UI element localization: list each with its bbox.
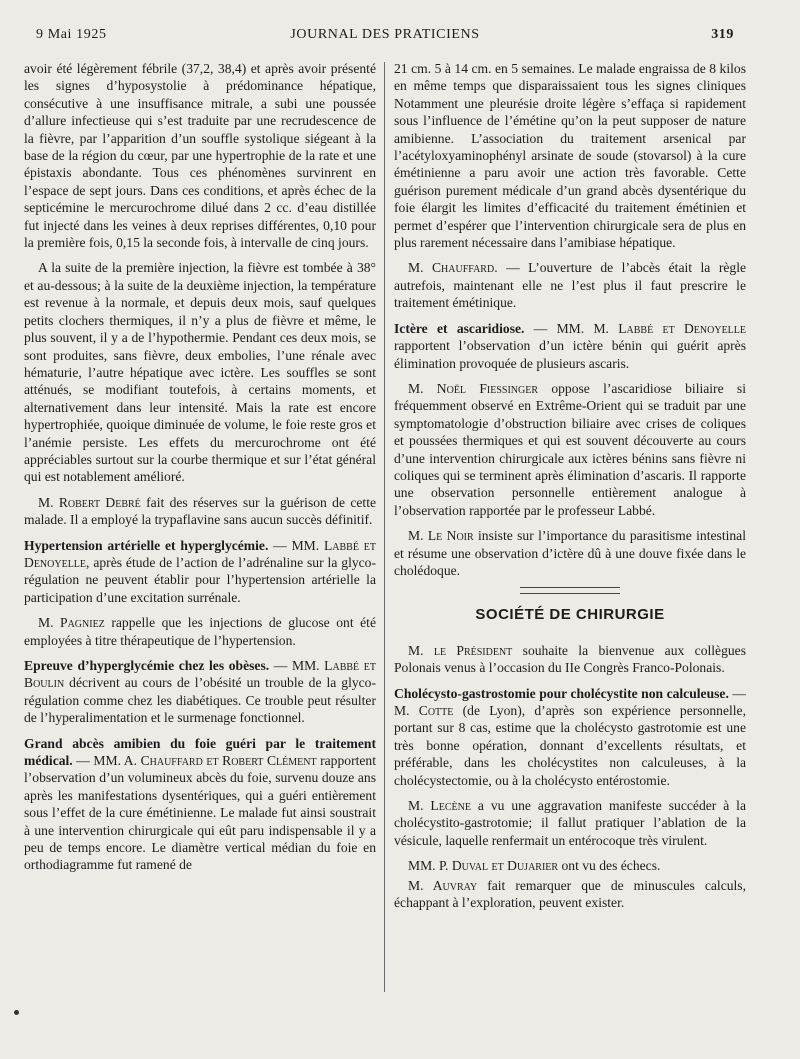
paragraph-text: souhaite la bienvenue aux collègues Polonais venus à l’occasion du IIe Congrès Franco-Polonais.	[394, 642, 746, 676]
text-fragment: — MM. M.	[524, 320, 619, 336]
paragraph	[394, 527, 746, 579]
author-name: M. Le Noir	[408, 528, 474, 544]
section-title: Ictère et ascaridiose.	[394, 320, 525, 336]
section-ictere	[394, 320, 746, 372]
section-title: Grand abcès amibien du foie guéri par le traitement médical.	[24, 735, 376, 769]
author-name: M. Chauffard.	[408, 260, 498, 276]
paragraph-text: rappelle que les injections de glucose ont été employées à titre thérapeutique de l’hypertension.	[24, 615, 376, 648]
paragraph	[394, 797, 746, 849]
section-hypertension	[24, 537, 376, 607]
section-title: Hypertension artérielle et hyperglycémie.	[24, 537, 269, 553]
paragraph	[394, 259, 746, 311]
author-name: Labbé et Boulin	[24, 658, 376, 691]
author-name: M. Auvray	[408, 877, 478, 893]
text-fragment: — M.	[394, 685, 746, 718]
paragraph-text: rapportent l’observation d’un volumineux abcès du foie, survenu douze ans après les manifestations dysentériques, qui a guéri entièrement sous l’effet de la cure émétinienne. Le malade fut ainsi soustrait à une intervention chirurgicale qui eût paru indispensable il y a peu de temps encore. Le diamètre vertical médian du foie en orthodiagramme fut ramené de	[24, 753, 376, 873]
header-page-number: 319	[711, 27, 734, 42]
paragraph	[394, 877, 746, 912]
section-title: Epreuve d’hyperglycémie chez les obèses.	[24, 658, 270, 673]
paragraph: 21 cm. 5 à 14 cm. en 5 semaines. Le malade engraissa de 8 kilos en même temps que disparaissaient tous les signes cliniques Notamment une pleurésie droite légère s’effaça si rapidement sous l’influence de l’émétine qu’on la peut supposer de nature amibienne. L’association du traitement arsenical par l’acétyloxyaminophényl arsinate de soude (stovarsol) à la cure émétinienne a paru avoir une action très favorable. Cette guérison purement médicale d’un grand abcès dysentérique du foie élargit les limites d’efficacité du traitement émétinien et permet d’espérer que l’intervention chirurgicale sera de plus en plus rarement nécessaire dans l’amibiase hépatique.	[394, 61, 746, 251]
paragraph-text: rapportent l’observation d’un ictère bénin qui guérit après élimination provoquée de plusieurs ascaris.	[394, 338, 746, 371]
paragraph-text: décrivent au cours de l’obésité un trouble de la glyco-régulation comme chez les diabétiques. Ce trouble peut résulter de l’hyperalimentation et le surmenage fonctionnel.	[24, 675, 376, 726]
paragraph-text: insiste sur l’importance du parasitisme intestinal et résume une observation d’ictère dû à une douve fixée dans le cholédoque.	[394, 528, 746, 578]
author-name: M. Pagniez	[38, 615, 105, 631]
paragraph	[394, 857, 746, 874]
left-column	[24, 60, 376, 882]
column-divider	[384, 62, 385, 992]
paragraph	[24, 614, 376, 649]
section-epreuve	[24, 657, 376, 727]
text-fragment: — MM.	[269, 658, 325, 673]
paragraph-text: — L’ouverture de l’abcès était la règle autrefois, maintenant elle ne l’est plus il faut prescrire le traitement émétinique.	[394, 260, 746, 311]
author-name: Labbé et Denoyelle	[24, 537, 376, 570]
author-name: Cotte	[418, 703, 454, 718]
ink-dot	[14, 1010, 19, 1015]
paragraph	[394, 642, 746, 677]
section-title: Cholécysto-gastrostomie pour cholécystite non calculeuse.	[394, 685, 729, 701]
section-rule	[520, 587, 620, 594]
paragraph: A la suite de la première injection, la fièvre est tombée à 38° et au-dessous; à la suite de la deuxième injection, la température est revenue à la normale, et depuis deux mois, sauf quelques petits clochers thermiques, il n’y a plus de fièvre et même, le plus souvent, il y a de l’hypothermie. Pendant ces deux mois, se sont produites, sans fièvre, deux embolies, l’une rénale avec hématurie, l’autre hépatique avec ictère. Les souffles se sont atténués, se modifiant toutefois, à certains moments, et alternativement dans leur intensité. Mais la rate est encore hypertrophiée, quoique diminuée de volume, le foie reste gros et l’anémie persiste. Les effets du mercurochrome ont été appréciables surtout sur la courbe thermique et sur l’état général qui est notablement amélioré.	[24, 260, 376, 485]
author-name: M. Noël Fiessinger	[408, 380, 539, 396]
paragraph: avoir été légèrement fébrile (37,2, 38,4) et après avoir présenté les signes d’hyposystolie à prédominance hépatique, consécutive à une insuffisance mitrale, a subi une poussée d’allure infectieuse qui s’est traduite par une recrudescence de la fièvre, par l’apparition d’un souffle systolique siégeant à la base de la région du cœur, par une hypertrophie de la rate et une épistaxis abondante. Tous ces phénomènes survinrent en l’espace de sept jours. Dans ces conditions, et après échec de la septicémine le mercurochrome dilué dans 2 cc. d’eau distillée fut injecté dans les veines à deux reprises différentes, 0,10 pour la première fois, 0,15 la seconde fois, à intervalle de cinq jours.	[24, 61, 376, 251]
paragraph-text: (de Lyon), d’après son expérience personnelle, portant sur 8 cas, estime que la cholécysto gastrotomie est une très bonne opération, donnant d’excellents résultats, et préférable, dans les cholécystites non calculeuses, à la cholécystectomie, ou à la cholécysto entérostomie.	[394, 703, 746, 788]
paragraph-text: fait des réserves sur la guérison de cette malade. Il a employé la trypaflavine sans aucun succès définitif.	[24, 494, 376, 528]
page-header	[36, 27, 734, 47]
author-name: M. Lecène	[408, 798, 471, 814]
paragraph-text: , après étude de l’action de l’adrénaline sur la glyco-régulation ne peuvent établir pour l’hypertension artérielle la participation d’une excitation surrénale.	[24, 554, 376, 605]
author-name: M. le Président	[408, 642, 513, 658]
author-name: M. Robert Debré	[38, 494, 141, 510]
text-fragment: — MM.	[268, 537, 324, 553]
section-abces	[24, 735, 376, 874]
right-column	[394, 60, 746, 919]
header-date: 9 Mai 1925	[36, 27, 107, 42]
section-cholecysto	[394, 685, 746, 789]
paragraph-text: ont vu des échecs.	[558, 858, 661, 874]
header-title: JOURNAL DES PRATICIENS	[290, 27, 480, 42]
paragraph-text: oppose l’ascaridiose biliaire si fréquemment observé en Extrême-Orient qui se traduit par une symptomatologie d’obstruction biliaire avec crises de coliques et poussées thermiques et qui est souvent découverte au cours d’une intervention chirurgicale aux ictères bénins sans fièvre ni coliques qui se terminent après élimination d’ascaris. Il rapporte une observation personnelle entièrement analogue à l’observation rapportée par le professeur Labbé.	[394, 380, 746, 518]
text-fragment: — MM. A.	[72, 753, 141, 769]
author-name: Chauffard et Robert Clément	[140, 753, 317, 769]
author-name: MM. P. Duval et Dujarier	[408, 858, 559, 874]
paragraph-text: a vu une aggravation manifeste succéder à la cholécystito-gastrotomie; il fallut pratiquer l’ablation de la vésicule, laquelle renfermait un entérocoque très virulent.	[394, 798, 746, 848]
section-heading: SOCIÉTÉ DE CHIRURGIE	[475, 606, 665, 624]
paragraph-text: fait remarquer que de minuscules calculs, échappant à l’exploration, peuvent exister.	[394, 877, 746, 911]
paragraph	[394, 380, 746, 519]
author-name: Labbé et Denoyelle	[618, 320, 746, 336]
paragraph	[24, 494, 376, 529]
